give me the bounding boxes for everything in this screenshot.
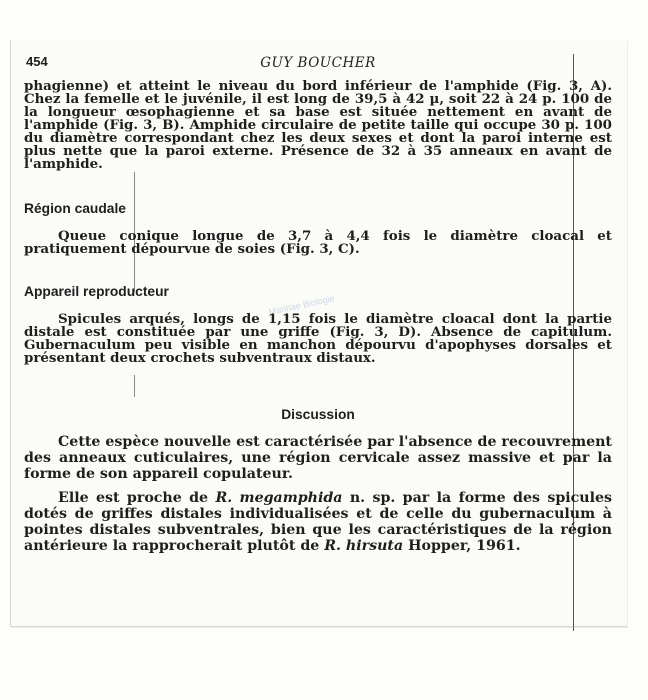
page-header (24, 54, 612, 80)
species-name-megamphida: R. megamphida (215, 490, 343, 506)
text-span: n. sp. par la forme des spicules dotés de griffes distales individualisées et de celle du gubernaculum à pointes distales subventrales, bien que les caractéristiques de la région antérieure la rapprocherait plutôt de (24, 490, 612, 554)
reproductive-paragraph: Spicules arqués, longs de 1,15 fois le diamètre cloacal dont la partie distale est constituée par une griffe (Fig. 3, D). Absence de capitulum. Gubernaculum peu visible en manchon dépourvu d'apophyses dorsales et présentant deux crochets subventraux distaux. (24, 311, 612, 366)
discussion-paragraph-2 (24, 490, 612, 554)
page-number: 454 (26, 54, 48, 69)
intro-paragraph: phagienne) et atteint le niveau du bord inférieur de l'amphide (Fig. 3, A). Chez la femelle et le juvénile, il est long de 39,5 à 42 µ, soit 22 à 24 p. 100 de la longueur œsophagienne et sa base est située nettement en avant de l'amphide (Fig. 3, B). Amphide circulaire de petite taille qui occupe 30 p. 100 du diamètre correspondant chez les deux sexes et dont la paroi interne est plus nette que la paroi externe. Présence de 32 à 35 anneaux en avant de l'amphide. (24, 78, 612, 172)
running-head: GUY BOUCHER (260, 55, 376, 71)
section-heading-reproductive: Appareil reproducteur (24, 284, 169, 299)
discussion-paragraph-1: Cette espèce nouvelle est caractérisée par l'absence de recouvrement des anneaux cuticulaires, une région cervicale assez massive et par la forme de son appareil copulateur. (24, 434, 612, 482)
page-content (24, 54, 612, 554)
watermark: Marinae Biologie (267, 293, 336, 317)
text-span: Hopper, 1961. (403, 538, 521, 554)
section-heading-caudal: Région caudale (24, 201, 126, 216)
caudal-paragraph: Queue conique longue de 3,7 à 4,4 fois le diamètre cloacal et pratiquement dépourvue de soies (Fig. 3, C). (24, 228, 612, 257)
text-span: Elle est proche de (58, 490, 216, 506)
species-name-hirsuta: R. hirsuta (324, 538, 404, 554)
section-heading-discussion: Discussion (281, 407, 355, 422)
